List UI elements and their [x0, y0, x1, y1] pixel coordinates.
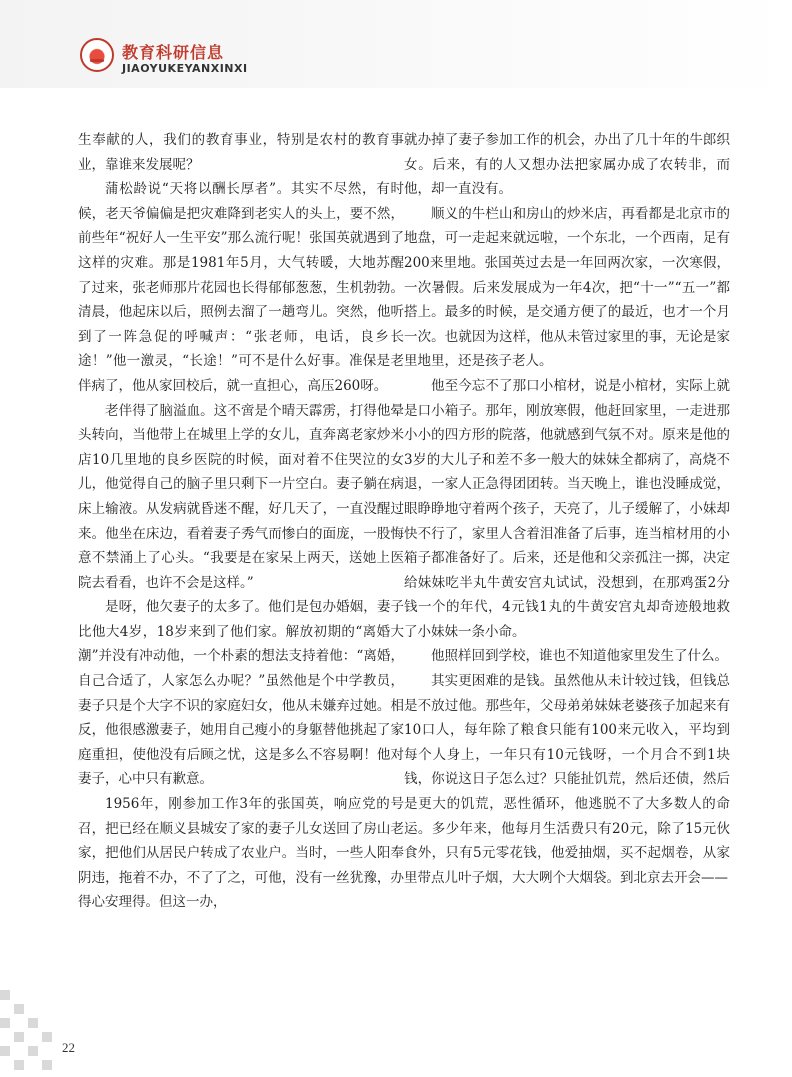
right-column [404, 128, 730, 890]
paragraph: 是呀，他欠妻子的太多了。他们是包办婚姻，妻子比他大4岁，18岁来到了他们家。解放初期的“离婚大潮”并没有冲动他，一个朴素的想法支持着他：“离婚，自己合适了，人家怎么办呢？”虽然他是个中学教员，妻子只是个大字不识的家庭妇女，他从未嫌弃过她。相反，他很感激妻子，她用自己瘦小的身躯替他挑起了家庭重担，使他没有后顾之忧，这是多么不容易啊！他对妻子，心中只有歉意。 [78, 599, 404, 788]
paragraph: 蒲松龄说“天将以酬长厚者”。其实不尽然，有时候，老天爷偏偏是把灾难降到老实人的头上，要不然，前些年“祝好人一生平安”那么流行呢！张国英就遇到了这样的灾难。那是1981年5月，大气转暖，大地苏醒了过来，张老师那片花园也长得郁郁葱葱，生机勃勃。清晨，他起床以后，照例去溜了一趟弯儿。突然，他听到了一阵急促的呼喊声：“张老师，电话，良乡长途！”他一激灵，“长途！”可不是什么好事。准保是老伴病了，他从家回校后，就一直担心，高压260呀。 [78, 181, 404, 394]
paragraph: 其实更困难的是钱。虽然他从未计较过钱，但钱总是不放过他。那些年，父母弟弟妹妹老婆孩子加起来有10口人，每年除了粮食只能有100来元收入，平均到每个人身上，一年只有10元钱呀，一个月合不到1块钱，你说这日子怎么过？只能扯饥荒，然后还债，然后是更大的饥荒，恶性循环，他逃脱不了大多数人的命运。多少年来，他每月生活费只有20元，除了15元伙食外，只有5元零花钱，他爱抽烟，买不起烟卷，从家里带点儿叶子烟，大大咧个大烟袋。到北京去开会—— [404, 673, 730, 886]
paragraph: 生奉献的人，我们的教育事业，特别是农村的教育事业，靠谁来发展呢？ [78, 132, 404, 173]
page-number: 22 [62, 1040, 75, 1055]
paragraph: 就办掉了妻子参加工作的机会，办出了几十年的牛郎织女。后来，有的人又想办法把家属办成了农转非，而他，却一直没有。 [404, 132, 730, 198]
paragraph: 他照样回到学校，谁也不知道他家里发生了什么。 [431, 648, 728, 665]
left-column [78, 128, 404, 915]
paragraph: 顺义的牛栏山和房山的炒米店，再看都是北京市的地盘，可一走起来就远啦，一个东北，一个西南，足有200来里地。张国英过去是一年回两次家，一次寒假，一次暑假。后来发展成为一年4次，把“十一”“五一”都搭上。最多的时候，是交通方便了的最近，也才一个月一次。也就因为这样，他从未管过家里的事，无论是家里地里，还是孩子老人。 [404, 205, 730, 370]
paragraph: 1956年，刚参加工作3年的张国英，响应党的号召，把已经在顺义县城安了家的妻子儿女送回了房山老家，把他们从居民户转成了农业户。当时，一些人阳奉阴违，拖着不办，不了了之，可他，没有一丝犹豫，办得心安理得。但这一办， [78, 796, 404, 911]
journal-title: 教育科研信息 [122, 43, 225, 62]
paragraph: 老伴得了脑溢血。这不啻是个晴天霹雳，打得他晕头转向，当他带上在城里上学的女儿，直奔离老家炒米店10几里地的良乡医院的时候，面对着不住哭泣的女儿，他觉得自己的脑子里只剩下一片空白。妻子躺在病床上输液。从发病就昏迷不醒，好几天了，一直没醒过来。他坐在床边，看着妻子秀气而惨白的面庞，一股悔意不禁涌上了心头。“我要是在家呆上两天，送她上医院去看看，也许不会是这样。” [78, 402, 404, 591]
header-band [0, 0, 792, 88]
journal-pinyin: JIAOYUKEYANXINXI [122, 62, 248, 75]
paragraph: 他至今忘不了那口小棺材，说是小棺材，实际上就是口小箱子。那年，刚放寒假，他赶回家里，一走进那小小的四方形的院落，他就感到气氛不对。原来是他的3岁的大儿子和差不多一般大的妹妹全都病了，高烧不退，一家人正急得团团转。当天晚上，谁也没睡成觉，眼睁睁地守着两个孩子，天亮了，儿子缓解了，小妹却快不行了，家里人含着泪准备了后事，连当棺材用的小箱子都准备好了。后来，还是他和父亲孤注一掷，决定给妹妹吃半丸牛黄安宫丸试试，没想到，在那鸡蛋2分钱一个的年代，4元钱1丸的牛黄安宫丸却奇迹般地救了小妹妹一条小命。 [404, 377, 730, 640]
journal-logo-icon [80, 38, 114, 72]
